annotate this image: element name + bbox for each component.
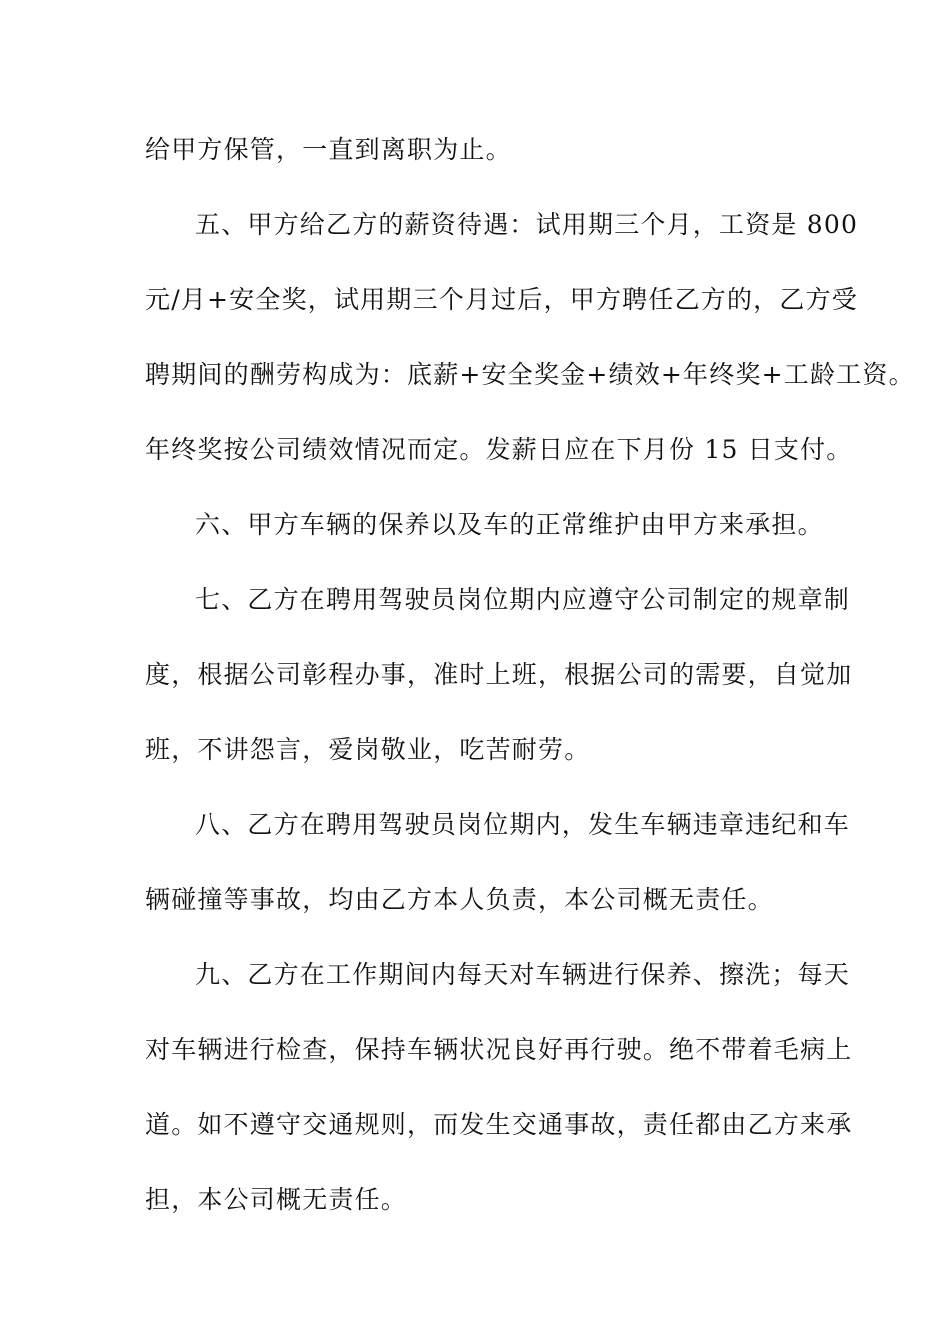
clause-5-line-3: 聘期间的酬劳构成为：底薪+安全奖金+绩效+年终奖+工龄工资。 [145,360,915,389]
clause-9-line-3: 道。如不遵守交通规则，而发生交通事故，责任都由乙方来承 [145,1110,853,1139]
clause-9-line-2: 对车辆进行检查，保持车辆状况良好再行驶。绝不带着毛病上 [145,1035,853,1064]
clause-5-line-1: 五、甲方给乙方的薪资待遇：试用期三个月，工资是 800 [195,210,859,239]
clause-9-line-4: 担，本公司概无责任。 [145,1185,408,1214]
clause-8-line-2: 辆碰撞等事故，均由乙方本人负责，本公司概无责任。 [145,885,774,914]
clause-7-line-3: 班，不讲怨言，爱岗敬业，吃苦耐劳。 [145,735,591,764]
text-line-1: 给甲方保管，一直到离职为止。 [145,135,512,164]
clause-5-line-4: 年终奖按公司绩效情况而定。发薪日应在下月份 15 日支付。 [145,435,853,464]
clause-7-line-1: 七、乙方在聘用驾驶员岗位期内应遵守公司制定的规章制 [195,585,851,614]
clause-6-line-1: 六、甲方车辆的保养以及车的正常维护由甲方来承担。 [195,510,824,539]
clause-8-line-1: 八、乙方在聘用驾驶员岗位期内，发生车辆违章违纪和车 [195,810,851,839]
clause-7-line-2: 度，根据公司彰程办事，准时上班，根据公司的需要，自觉加 [145,660,853,689]
clause-5-line-2: 元/月+安全奖，试用期三个月过后，甲方聘任乙方的，乙方受 [145,285,858,314]
clause-9-line-1: 九、乙方在工作期间内每天对车辆进行保养、擦洗；每天 [195,960,851,989]
